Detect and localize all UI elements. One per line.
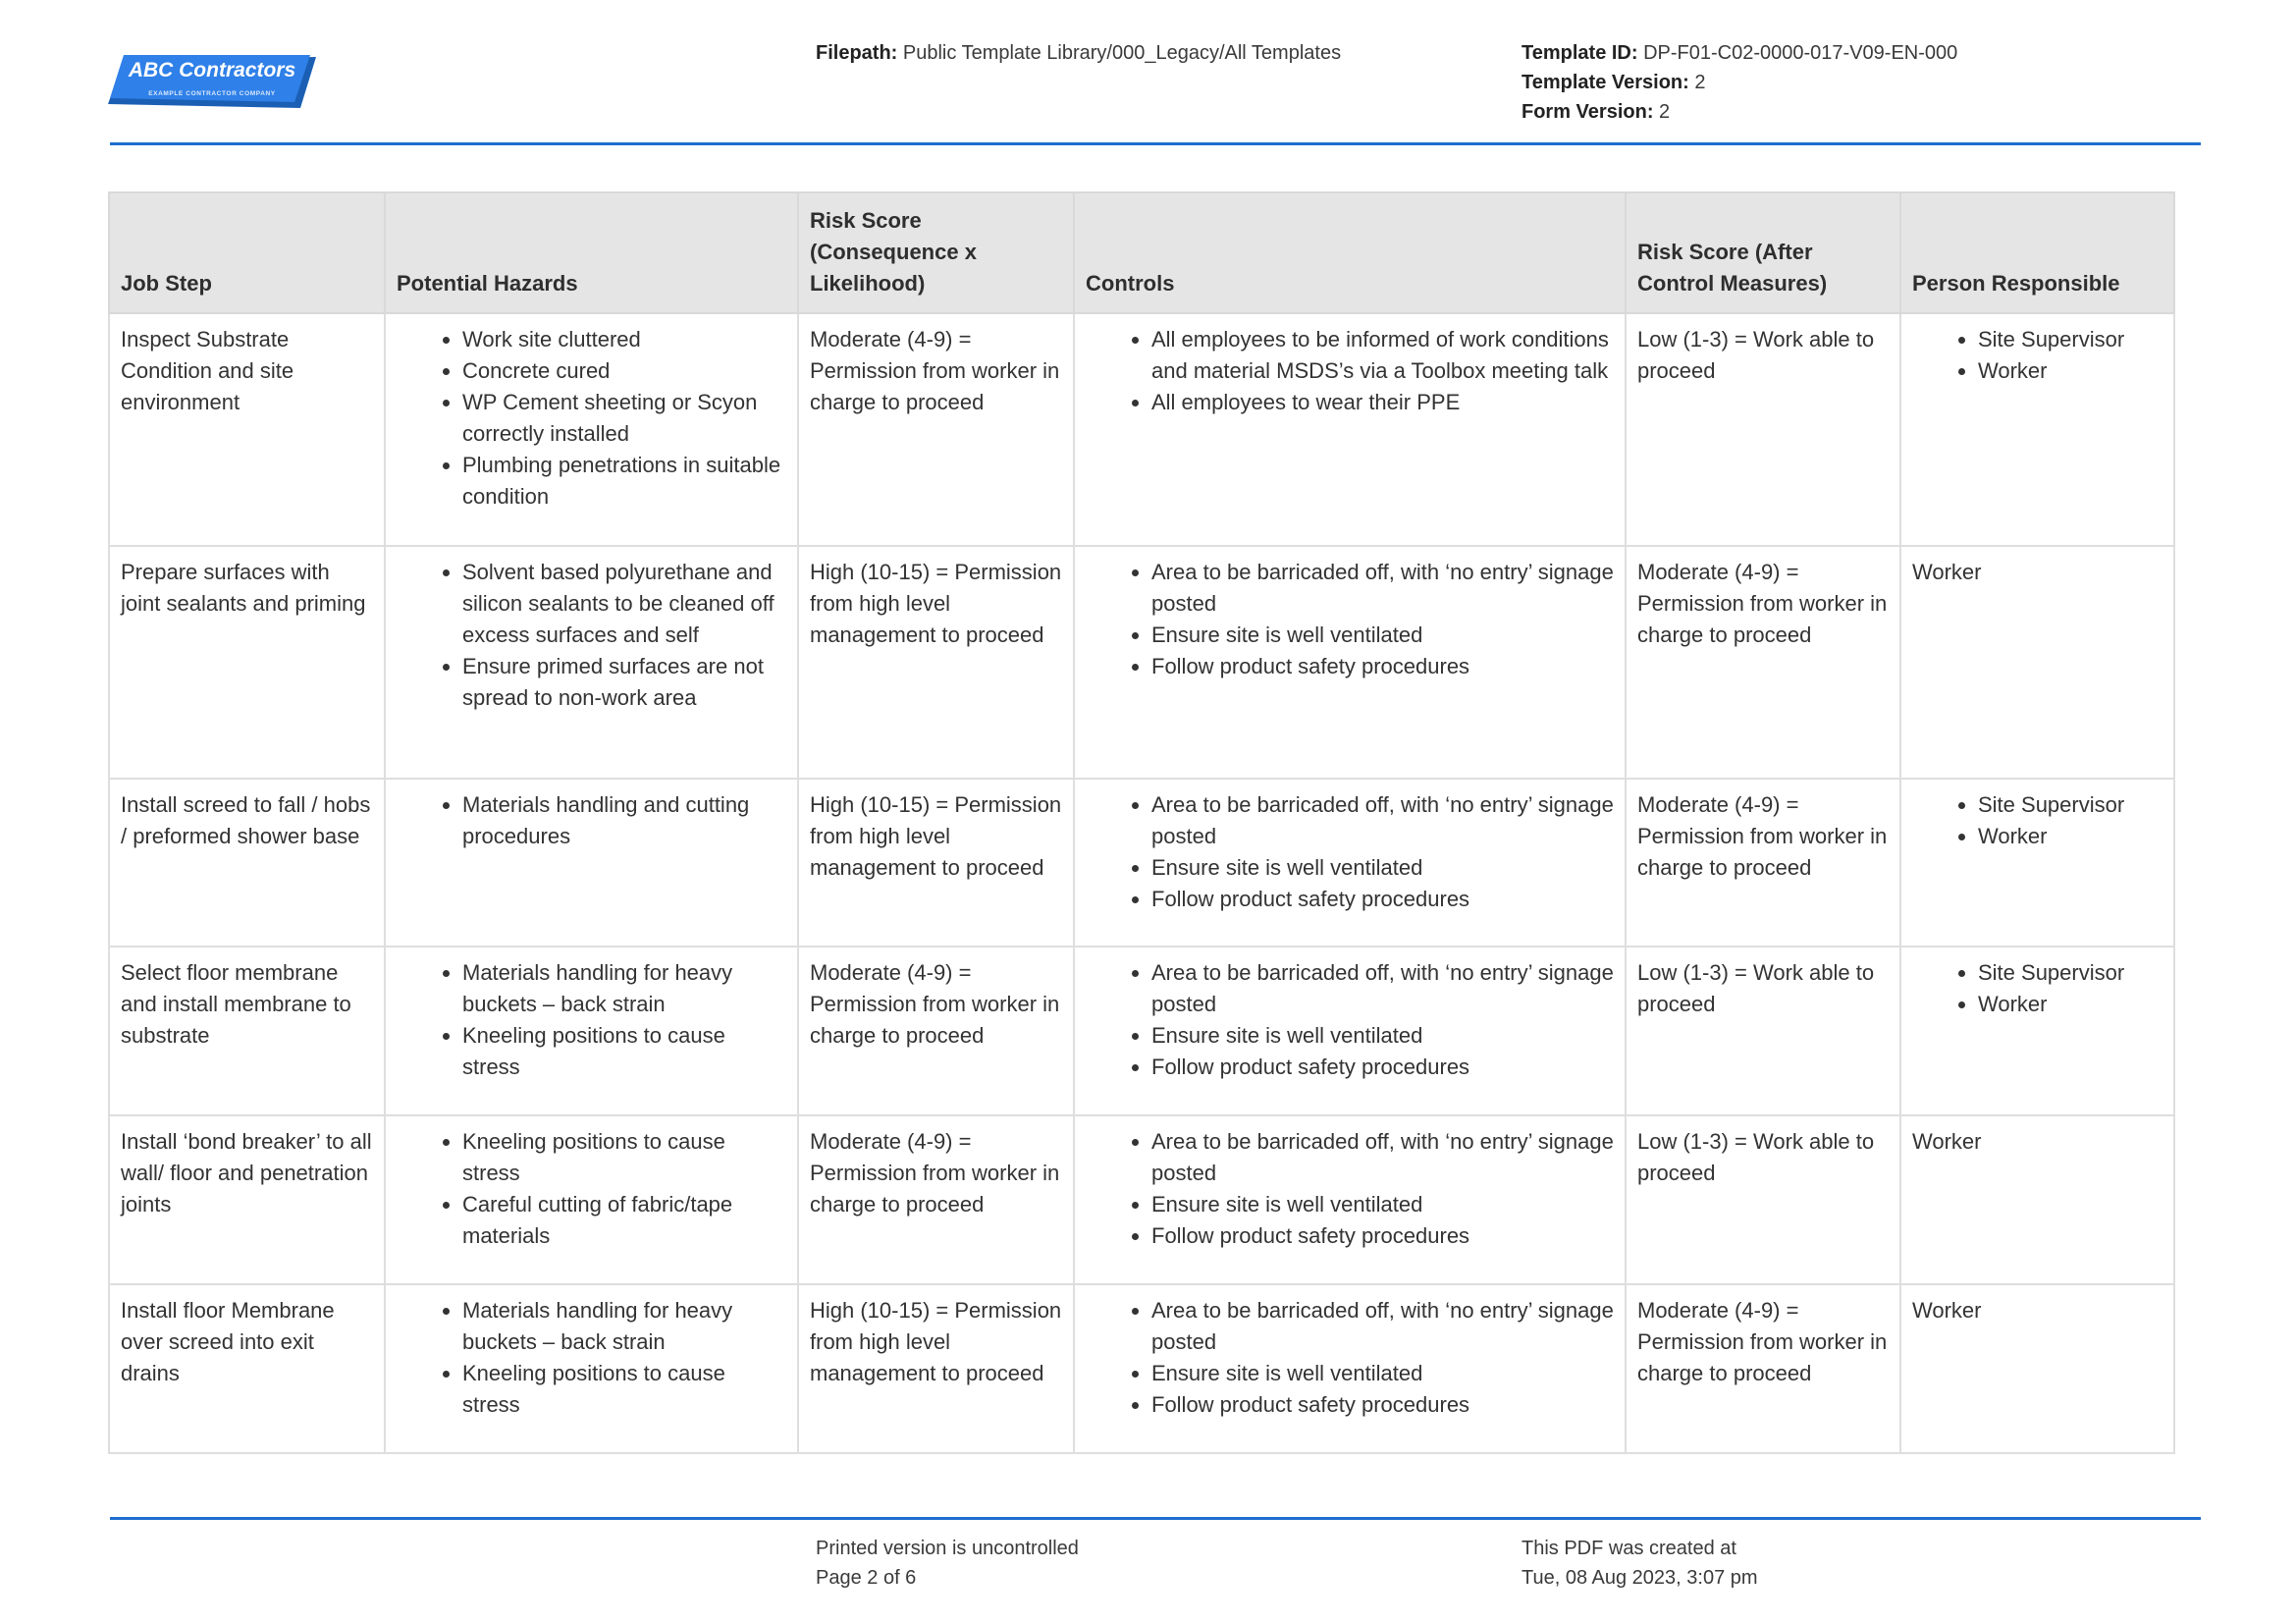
filepath bbox=[816, 38, 1341, 68]
risk-after-cell: Moderate (4-9) = Permission from worker in charge to proceed bbox=[1626, 1284, 1900, 1453]
controls-list bbox=[1086, 957, 1614, 1083]
job-step-cell: Select floor membrane and install membrane to substrate bbox=[109, 947, 385, 1115]
footer-divider bbox=[110, 1517, 2201, 1520]
list-item: • Site Supervisor bbox=[1978, 957, 2163, 989]
footer-left bbox=[816, 1534, 1079, 1593]
header-divider bbox=[110, 142, 2201, 145]
template-version-value: 2 bbox=[1694, 72, 1706, 93]
table-header-row bbox=[109, 192, 2174, 313]
header-risk-score-after: Risk Score (After Control Measures) bbox=[1626, 192, 1900, 313]
hazards-cell bbox=[385, 1284, 798, 1453]
responsible-cell: Worker bbox=[1900, 1284, 2174, 1453]
list-item: • All employees to be informed of work conditions and material MSDS’s via a Toolbox meeting talk bbox=[1151, 324, 1614, 387]
list-item: • Ensure site is well ventilated bbox=[1151, 620, 1614, 651]
controls-list bbox=[1086, 557, 1614, 682]
header-potential-hazards: Potential Hazards bbox=[385, 192, 798, 313]
list-item: • Site Supervisor bbox=[1978, 324, 2163, 355]
responsible-cell bbox=[1900, 779, 2174, 947]
list-item: • Ensure primed surfaces are not spread to non-work area bbox=[462, 651, 786, 714]
uncontrolled-notice: Printed version is uncontrolled bbox=[816, 1538, 1079, 1559]
list-item: • Area to be barricaded off, with ‘no entry’ signage posted bbox=[1151, 1295, 1614, 1358]
list-item: • Kneeling positions to cause stress bbox=[462, 1126, 786, 1189]
list-item: • Area to be barricaded off, with ‘no entry’ signage posted bbox=[1151, 789, 1614, 852]
responsible-list bbox=[1912, 789, 2163, 852]
risk-after-cell: Low (1-3) = Work able to proceed bbox=[1626, 1115, 1900, 1284]
list-item: • Concrete cured bbox=[462, 355, 786, 387]
hazards-list bbox=[397, 324, 786, 513]
responsible-cell bbox=[1900, 313, 2174, 546]
created-timestamp: Tue, 08 Aug 2023, 3:07 pm bbox=[1522, 1567, 1758, 1589]
list-item: • Ensure site is well ventilated bbox=[1151, 852, 1614, 884]
list-item: • Materials handling and cutting procedures bbox=[462, 789, 786, 852]
risk-after-cell: Moderate (4-9) = Permission from worker in charge to proceed bbox=[1626, 779, 1900, 947]
table-row bbox=[109, 1115, 2174, 1284]
list-item: • Kneeling positions to cause stress bbox=[462, 1358, 786, 1421]
filepath-label: Filepath: bbox=[816, 42, 898, 64]
risk-score-cell: Moderate (4-9) = Permission from worker in charge to proceed bbox=[798, 313, 1074, 546]
template-info bbox=[1522, 38, 1957, 127]
template-version bbox=[1522, 68, 1957, 97]
list-item: • Ensure site is well ventilated bbox=[1151, 1020, 1614, 1052]
logo-tagline: EXAMPLE CONTRACTOR COMPANY bbox=[148, 90, 276, 97]
hazards-cell bbox=[385, 313, 798, 546]
risk-score-cell: High (10-15) = Permission from high level management to proceed bbox=[798, 546, 1074, 779]
list-item: • All employees to wear their PPE bbox=[1151, 387, 1614, 418]
risk-after-cell: Low (1-3) = Work able to proceed bbox=[1626, 313, 1900, 546]
hazards-list bbox=[397, 789, 786, 852]
risk-score-cell: High (10-15) = Permission from high level management to proceed bbox=[798, 779, 1074, 947]
controls-cell bbox=[1074, 313, 1626, 546]
responsible-cell bbox=[1900, 947, 2174, 1115]
table-row bbox=[109, 546, 2174, 779]
hazards-cell bbox=[385, 546, 798, 779]
list-item: • Worker bbox=[1978, 989, 2163, 1020]
template-id-value: DP-F01-C02-0000-017-V09-EN-000 bbox=[1643, 42, 1958, 64]
list-item: • WP Cement sheeting or Scyon correctly installed bbox=[462, 387, 786, 450]
page-number: Page 2 of 6 bbox=[816, 1567, 917, 1589]
responsible-list bbox=[1912, 957, 2163, 1020]
footer-right bbox=[1522, 1534, 1758, 1593]
responsible-cell: Worker bbox=[1900, 546, 2174, 779]
hazards-cell bbox=[385, 1115, 798, 1284]
job-step-cell: Prepare surfaces with joint sealants and priming bbox=[109, 546, 385, 779]
responsible-cell: Worker bbox=[1900, 1115, 2174, 1284]
list-item: • Follow product safety procedures bbox=[1151, 1220, 1614, 1252]
list-item: • Area to be barricaded off, with ‘no entry’ signage posted bbox=[1151, 957, 1614, 1020]
controls-list bbox=[1086, 1295, 1614, 1421]
controls-list bbox=[1086, 324, 1614, 418]
controls-cell bbox=[1074, 1115, 1626, 1284]
controls-list bbox=[1086, 1126, 1614, 1252]
header-person-responsible: Person Responsible bbox=[1900, 192, 2174, 313]
hazards-list bbox=[397, 1295, 786, 1421]
job-step-cell: Install floor Membrane over screed into exit drains bbox=[109, 1284, 385, 1453]
job-step-cell: Install ‘bond breaker’ to all wall/ floor and penetration joints bbox=[109, 1115, 385, 1284]
table-row bbox=[109, 779, 2174, 947]
list-item: • Work site cluttered bbox=[462, 324, 786, 355]
list-item: • Site Supervisor bbox=[1978, 789, 2163, 821]
header-risk-score: Risk Score (Consequence x Likelihood) bbox=[798, 192, 1074, 313]
list-item: • Materials handling for heavy buckets – back strain bbox=[462, 1295, 786, 1358]
risk-assessment-table bbox=[108, 191, 2175, 1454]
hazards-cell bbox=[385, 779, 798, 947]
template-version-label: Template Version: bbox=[1522, 72, 1689, 93]
form-version-value: 2 bbox=[1659, 101, 1671, 123]
logo-name: ABC Contractors bbox=[128, 59, 296, 81]
hazards-list bbox=[397, 1126, 786, 1252]
list-item: • Ensure site is well ventilated bbox=[1151, 1358, 1614, 1389]
risk-after-cell: Moderate (4-9) = Permission from worker in charge to proceed bbox=[1626, 546, 1900, 779]
list-item: • Area to be barricaded off, with ‘no entry’ signage posted bbox=[1151, 557, 1614, 620]
filepath-value: Public Template Library/000_Legacy/All Templates bbox=[902, 42, 1342, 64]
controls-cell bbox=[1074, 546, 1626, 779]
table-row bbox=[109, 1284, 2174, 1453]
created-label: This PDF was created at bbox=[1522, 1538, 1736, 1559]
job-step-cell: Install screed to fall / hobs / preformed shower base bbox=[109, 779, 385, 947]
list-item: • Worker bbox=[1978, 355, 2163, 387]
controls-cell bbox=[1074, 779, 1626, 947]
list-item: • Area to be barricaded off, with ‘no entry’ signage posted bbox=[1151, 1126, 1614, 1189]
list-item: • Follow product safety procedures bbox=[1151, 1052, 1614, 1083]
template-id bbox=[1522, 38, 1957, 68]
list-item: • Plumbing penetrations in suitable condition bbox=[462, 450, 786, 513]
list-item: • Materials handling for heavy buckets – back strain bbox=[462, 957, 786, 1020]
list-item: • Careful cutting of fabric/tape materials bbox=[462, 1189, 786, 1252]
controls-cell bbox=[1074, 1284, 1626, 1453]
header-job-step: Job Step bbox=[109, 192, 385, 313]
table-row bbox=[109, 947, 2174, 1115]
template-id-label: Template ID: bbox=[1522, 42, 1638, 64]
risk-score-cell: Moderate (4-9) = Permission from worker in charge to proceed bbox=[798, 947, 1074, 1115]
list-item: • Follow product safety procedures bbox=[1151, 651, 1614, 682]
list-item: • Worker bbox=[1978, 821, 2163, 852]
company-logo bbox=[108, 53, 316, 112]
controls-cell bbox=[1074, 947, 1626, 1115]
list-item: • Solvent based polyurethane and silicon sealants to be cleaned off excess surfaces and self bbox=[462, 557, 786, 651]
form-version bbox=[1522, 97, 1957, 127]
table-row bbox=[109, 313, 2174, 546]
header-controls: Controls bbox=[1074, 192, 1626, 313]
list-item: • Follow product safety procedures bbox=[1151, 884, 1614, 915]
list-item: • Follow product safety procedures bbox=[1151, 1389, 1614, 1421]
hazards-list bbox=[397, 557, 786, 714]
risk-score-cell: Moderate (4-9) = Permission from worker in charge to proceed bbox=[798, 1115, 1074, 1284]
hazards-cell bbox=[385, 947, 798, 1115]
job-step-cell: Inspect Substrate Condition and site environment bbox=[109, 313, 385, 546]
risk-after-cell: Low (1-3) = Work able to proceed bbox=[1626, 947, 1900, 1115]
risk-score-cell: High (10-15) = Permission from high level management to proceed bbox=[798, 1284, 1074, 1453]
controls-list bbox=[1086, 789, 1614, 915]
list-item: • Ensure site is well ventilated bbox=[1151, 1189, 1614, 1220]
responsible-list bbox=[1912, 324, 2163, 387]
form-version-label: Form Version: bbox=[1522, 101, 1654, 123]
list-item: • Kneeling positions to cause stress bbox=[462, 1020, 786, 1083]
hazards-list bbox=[397, 957, 786, 1083]
